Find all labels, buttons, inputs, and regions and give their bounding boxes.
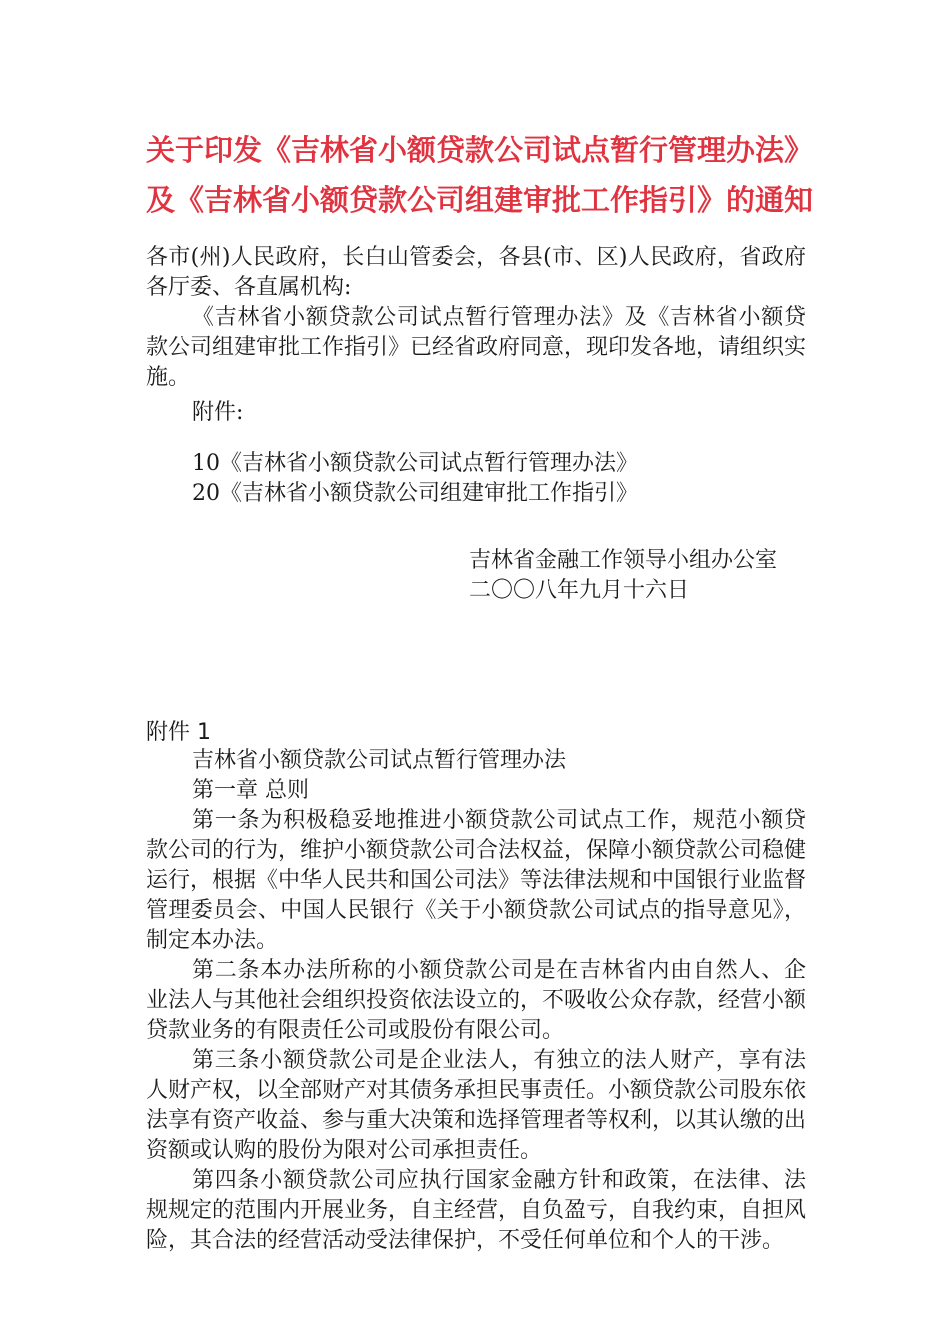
article-3: 第三条小额贷款公司是企业法人，有独立的法人财产，享有法人财产权，以全部财产对其债务承担民事责任。小额贷款公司股东依法享有资产收益、参与重大决策和选择管理者等权利，以其认缴的出资额或认购的股份为限对公司承担责任。 <box>146 1048 807 1163</box>
signature-block <box>469 546 777 606</box>
article-2: 第二条本办法所称的小额贷款公司是在吉林省内由自然人、企业法人与其他社会组织投资依法设立的，不吸收公众存款，经营小额贷款业务的有限责任公司或股份有限公司。 <box>146 958 807 1043</box>
issuer: 吉林省金融工作领导小组办公室 <box>469 548 778 573</box>
attachments-list <box>192 449 638 509</box>
notice-title-line-1: 关于印发《吉林省小额贷款公司试点暂行管理办法》 <box>146 133 814 167</box>
appendix-body <box>146 746 806 1256</box>
notice-title-line-2: 及《吉林省小额贷款公司组建审批工作指引》的通知 <box>146 183 814 217</box>
notice-body <box>146 243 806 393</box>
article-4: 第四条小额贷款公司应执行国家金融方针和政策，在法律、法规规定的范围内开展业务，自主经营，自负盈亏，自我约束，自担风险，其合法的经营活动受法律保护，不受任何单位和个人的干涉。 <box>146 1168 807 1253</box>
attachments-label: 附件: <box>192 400 244 425</box>
appendix-doc-title: 吉林省小额贷款公司试点暂行管理办法 <box>192 748 567 773</box>
issue-date: 二〇〇八年九月十六日 <box>469 578 690 603</box>
notice-paragraph: 《吉林省小额贷款公司试点暂行管理办法》及《吉林省小额贷款公司组建审批工作指引》已经省政府同意，现印发各地，请组织实施。 <box>146 305 807 390</box>
addressee: 各市(州)人民政府，长白山管委会，各县(市、区)人民政府，省政府各厅委、各直属机构: <box>146 245 806 300</box>
article-1: 第一条为积极稳妥地推进小额贷款公司试点工作，规范小额贷款公司的行为，维护小额贷款公司合法权益，保障小额贷款公司稳健运行，根据《中华人民共和国公司法》等法律法规和中国银行业监督管理委员会、中国人民银行《关于小额贷款公司试点的指导意见》，制定本办法。 <box>146 808 807 953</box>
attachment-item: 10《吉林省小额贷款公司试点暂行管理办法》 <box>192 451 638 476</box>
chapter-heading: 第一章 总则 <box>192 778 309 803</box>
appendix-label: 附件 1 <box>146 720 211 745</box>
attachment-item: 20《吉林省小额贷款公司组建审批工作指引》 <box>192 481 638 506</box>
